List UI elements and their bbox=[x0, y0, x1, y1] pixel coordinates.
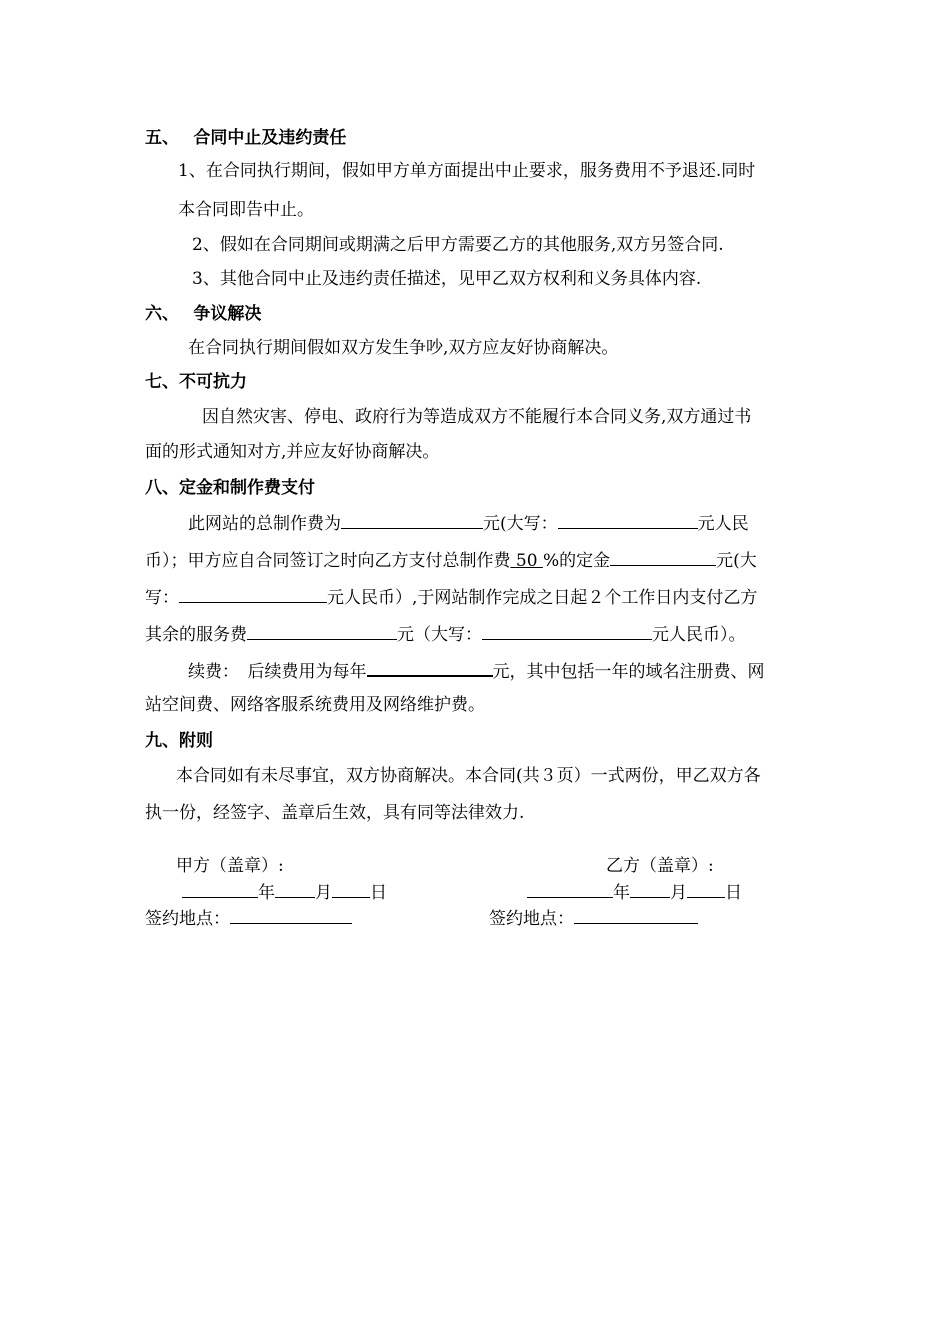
section-9-title: 九、附则 bbox=[145, 731, 213, 751]
deposit-label: %的定金 bbox=[542, 551, 611, 571]
deposit-text: 币）；甲方应自合同签订之时向乙方支付总制作费 bbox=[145, 551, 511, 571]
section-5-title: 五、 合同中止及违约责任 bbox=[145, 128, 347, 148]
deposit-upper-blank[interactable] bbox=[179, 585, 327, 603]
section-8-line1 bbox=[188, 511, 749, 535]
total-fee-blank[interactable] bbox=[341, 511, 483, 529]
remaining-fee-label: 其余的服务费 bbox=[145, 625, 247, 645]
total-fee-upper-label: 元(大写： bbox=[483, 514, 558, 534]
section-9-p1-line2: 执一份，经签字、盖章后生效，具有同等法律效力. bbox=[145, 803, 525, 823]
section-8-line2 bbox=[145, 548, 757, 572]
section-8-line3 bbox=[145, 585, 757, 609]
signing-place-label: 签约地点： bbox=[145, 909, 230, 929]
section-8-line6: 站空间费、网络客服系统费用及网络维护费。 bbox=[145, 695, 485, 715]
section-7-p1-line2: 面的形式通知对方,并应友好协商解决。 bbox=[145, 442, 440, 462]
renewal-label: 续费： 后续费用为每年 bbox=[188, 662, 367, 682]
section-6-title: 六、 争议解决 bbox=[145, 304, 262, 324]
section-9-p1-line1: 本合同如有未尽事宜，双方协商解决。本合同(共３页）一式两份，甲乙双方各 bbox=[176, 766, 761, 786]
party-a-place-blank[interactable] bbox=[230, 906, 352, 924]
year-label: 年 bbox=[613, 883, 630, 903]
section-8-title: 八、定金和制作费支付 bbox=[145, 478, 315, 498]
party-a-date bbox=[182, 880, 387, 904]
party-a-day-blank[interactable] bbox=[332, 880, 370, 898]
section-6-p1: 在合同执行期间假如双方发生争吵,双方应友好协商解决。 bbox=[188, 338, 619, 358]
section-7-p1-line1: 因自然灾害、停电、政府行为等造成双方不能履行本合同义务,双方通过书 bbox=[202, 407, 752, 427]
payment-terms: 元人民币）,于网站制作完成之日起２个工作日内支付乙方 bbox=[327, 588, 758, 608]
section-5-p2: 2、假如在合同期间或期满之后甲方需要乙方的其他服务,双方另签合同. bbox=[192, 235, 724, 255]
deposit-upper-label: 元(大 bbox=[716, 551, 757, 571]
section-8-line5 bbox=[188, 658, 765, 683]
deposit-percent: 50 bbox=[515, 551, 538, 571]
total-fee-upper-blank[interactable] bbox=[558, 511, 698, 529]
section-5-p3: 3、其他合同中止及违约责任描述，见甲乙双方权利和义务具体内容. bbox=[192, 269, 702, 289]
month-label: 月 bbox=[670, 883, 687, 903]
party-a-place bbox=[145, 906, 352, 930]
party-b-month-blank[interactable] bbox=[630, 880, 670, 898]
yuan-rmb-label: 元人民 bbox=[697, 514, 749, 534]
section-5-p1-line1: 1、在合同执行期间，假如甲方单方面提出中止要求，服务费用不予退还.同时 bbox=[178, 161, 756, 181]
renewal-fee-blank[interactable] bbox=[367, 658, 493, 677]
party-a-month-blank[interactable] bbox=[275, 880, 315, 898]
party-b-seal-label: 乙方（盖章）: bbox=[606, 856, 714, 876]
remaining-upper-label: 元（大写： bbox=[397, 625, 482, 645]
section-5-p1-line2: 本合同即告中止。 bbox=[178, 200, 314, 220]
party-b-place bbox=[489, 906, 698, 930]
remaining-fee-blank[interactable] bbox=[247, 622, 397, 640]
party-a-year-blank[interactable] bbox=[182, 880, 258, 898]
day-label: 日 bbox=[370, 883, 387, 903]
section-7-title: 七、不可抗力 bbox=[145, 372, 247, 392]
renewal-desc: 元，其中包括一年的域名注册费、网 bbox=[492, 662, 765, 682]
day-label: 日 bbox=[725, 883, 742, 903]
party-b-date bbox=[527, 880, 742, 904]
party-a-seal-label: 甲方（盖章）: bbox=[176, 856, 284, 876]
remaining-rmb-label: 元人民币）。 bbox=[652, 625, 746, 645]
section-8-line4 bbox=[145, 622, 746, 646]
year-label: 年 bbox=[258, 883, 275, 903]
signing-place-label: 签约地点： bbox=[489, 909, 574, 929]
party-b-day-blank[interactable] bbox=[687, 880, 725, 898]
total-fee-label: 此网站的总制作费为 bbox=[188, 514, 341, 534]
party-b-year-blank[interactable] bbox=[527, 880, 613, 898]
remaining-upper-blank[interactable] bbox=[482, 622, 652, 640]
party-b-place-blank[interactable] bbox=[574, 906, 698, 924]
upper-label: 写： bbox=[145, 588, 179, 608]
deposit-blank[interactable] bbox=[610, 548, 716, 566]
month-label: 月 bbox=[315, 883, 332, 903]
